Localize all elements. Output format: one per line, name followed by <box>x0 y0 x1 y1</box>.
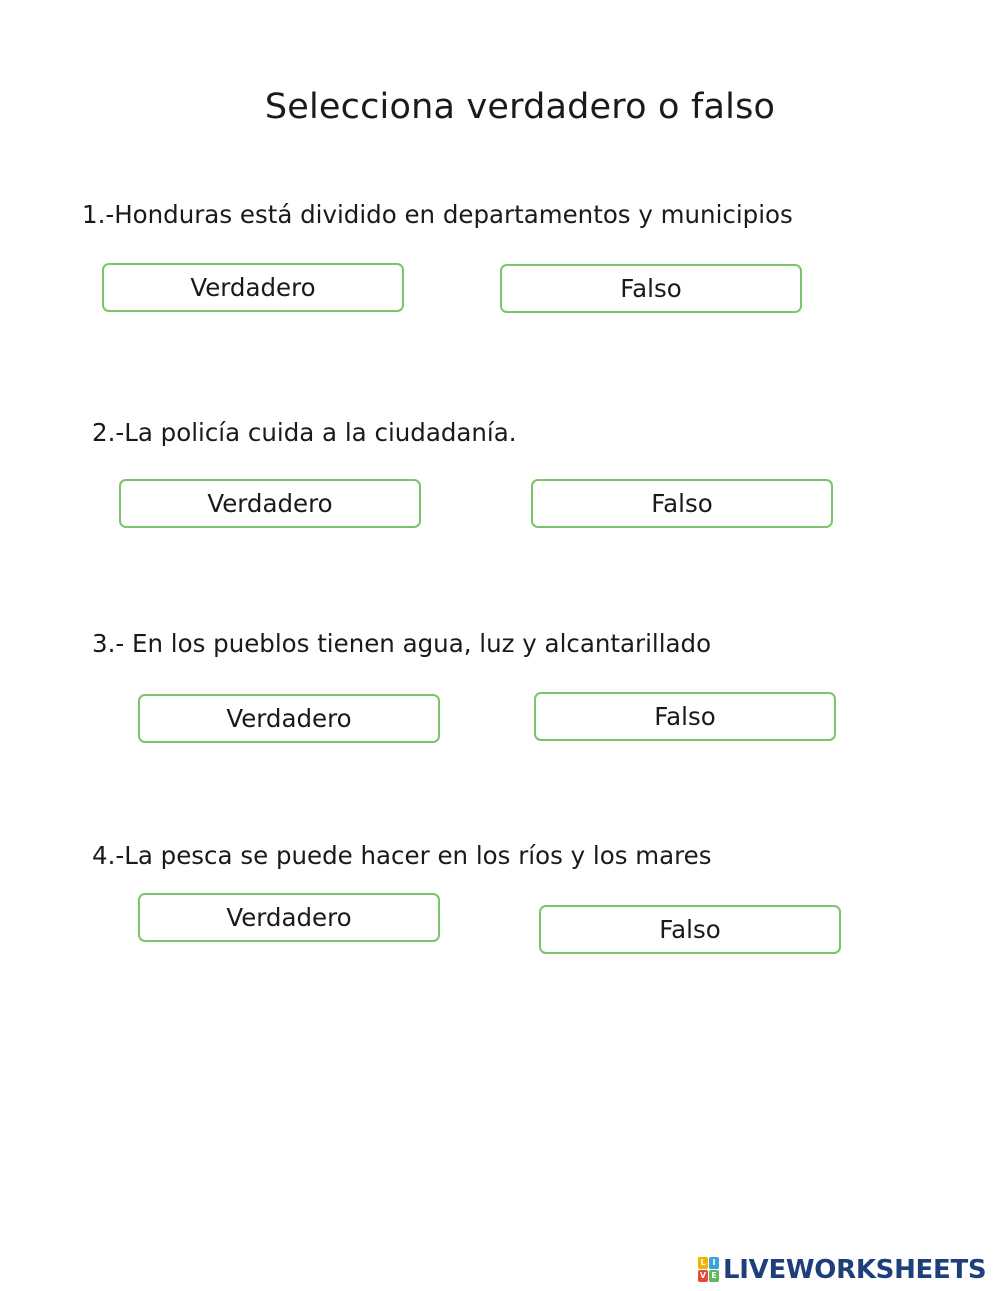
question-4-verdadero-button[interactable]: Verdadero <box>138 893 440 942</box>
question-3-falso-button[interactable]: Falso <box>534 692 836 741</box>
liveworksheets-logo-icon <box>698 1257 720 1283</box>
liveworksheets-logo[interactable] <box>698 1256 986 1284</box>
question-1-verdadero-button[interactable]: Verdadero <box>102 263 404 312</box>
question-3-text: 3.- En los pueblos tienen agua, luz y alcantarillado <box>92 629 712 658</box>
logo-block-l: L <box>698 1257 708 1269</box>
liveworksheets-brand-text: LIVEWORKSHEETS <box>723 1255 987 1285</box>
question-3-verdadero-button[interactable]: Verdadero <box>138 694 440 743</box>
question-2-text: 2.-La policía cuida a la ciudadanía. <box>92 418 517 447</box>
question-2-verdadero-button[interactable]: Verdadero <box>119 479 421 528</box>
question-4-falso-button[interactable]: Falso <box>539 905 841 954</box>
question-1-text: 1.-Honduras está dividido en departamentos y municipios <box>82 200 793 229</box>
question-1-falso-button[interactable]: Falso <box>500 264 802 313</box>
page-title: Selecciona verdadero o falso <box>264 87 776 128</box>
logo-block-i: I <box>709 1257 719 1269</box>
logo-block-v: V <box>699 1271 707 1280</box>
question-2-falso-button[interactable]: Falso <box>531 479 833 528</box>
question-4-text: 4.-La pesca se puede hacer en los ríos y los mares <box>92 841 712 870</box>
logo-block-e: E <box>709 1270 719 1282</box>
